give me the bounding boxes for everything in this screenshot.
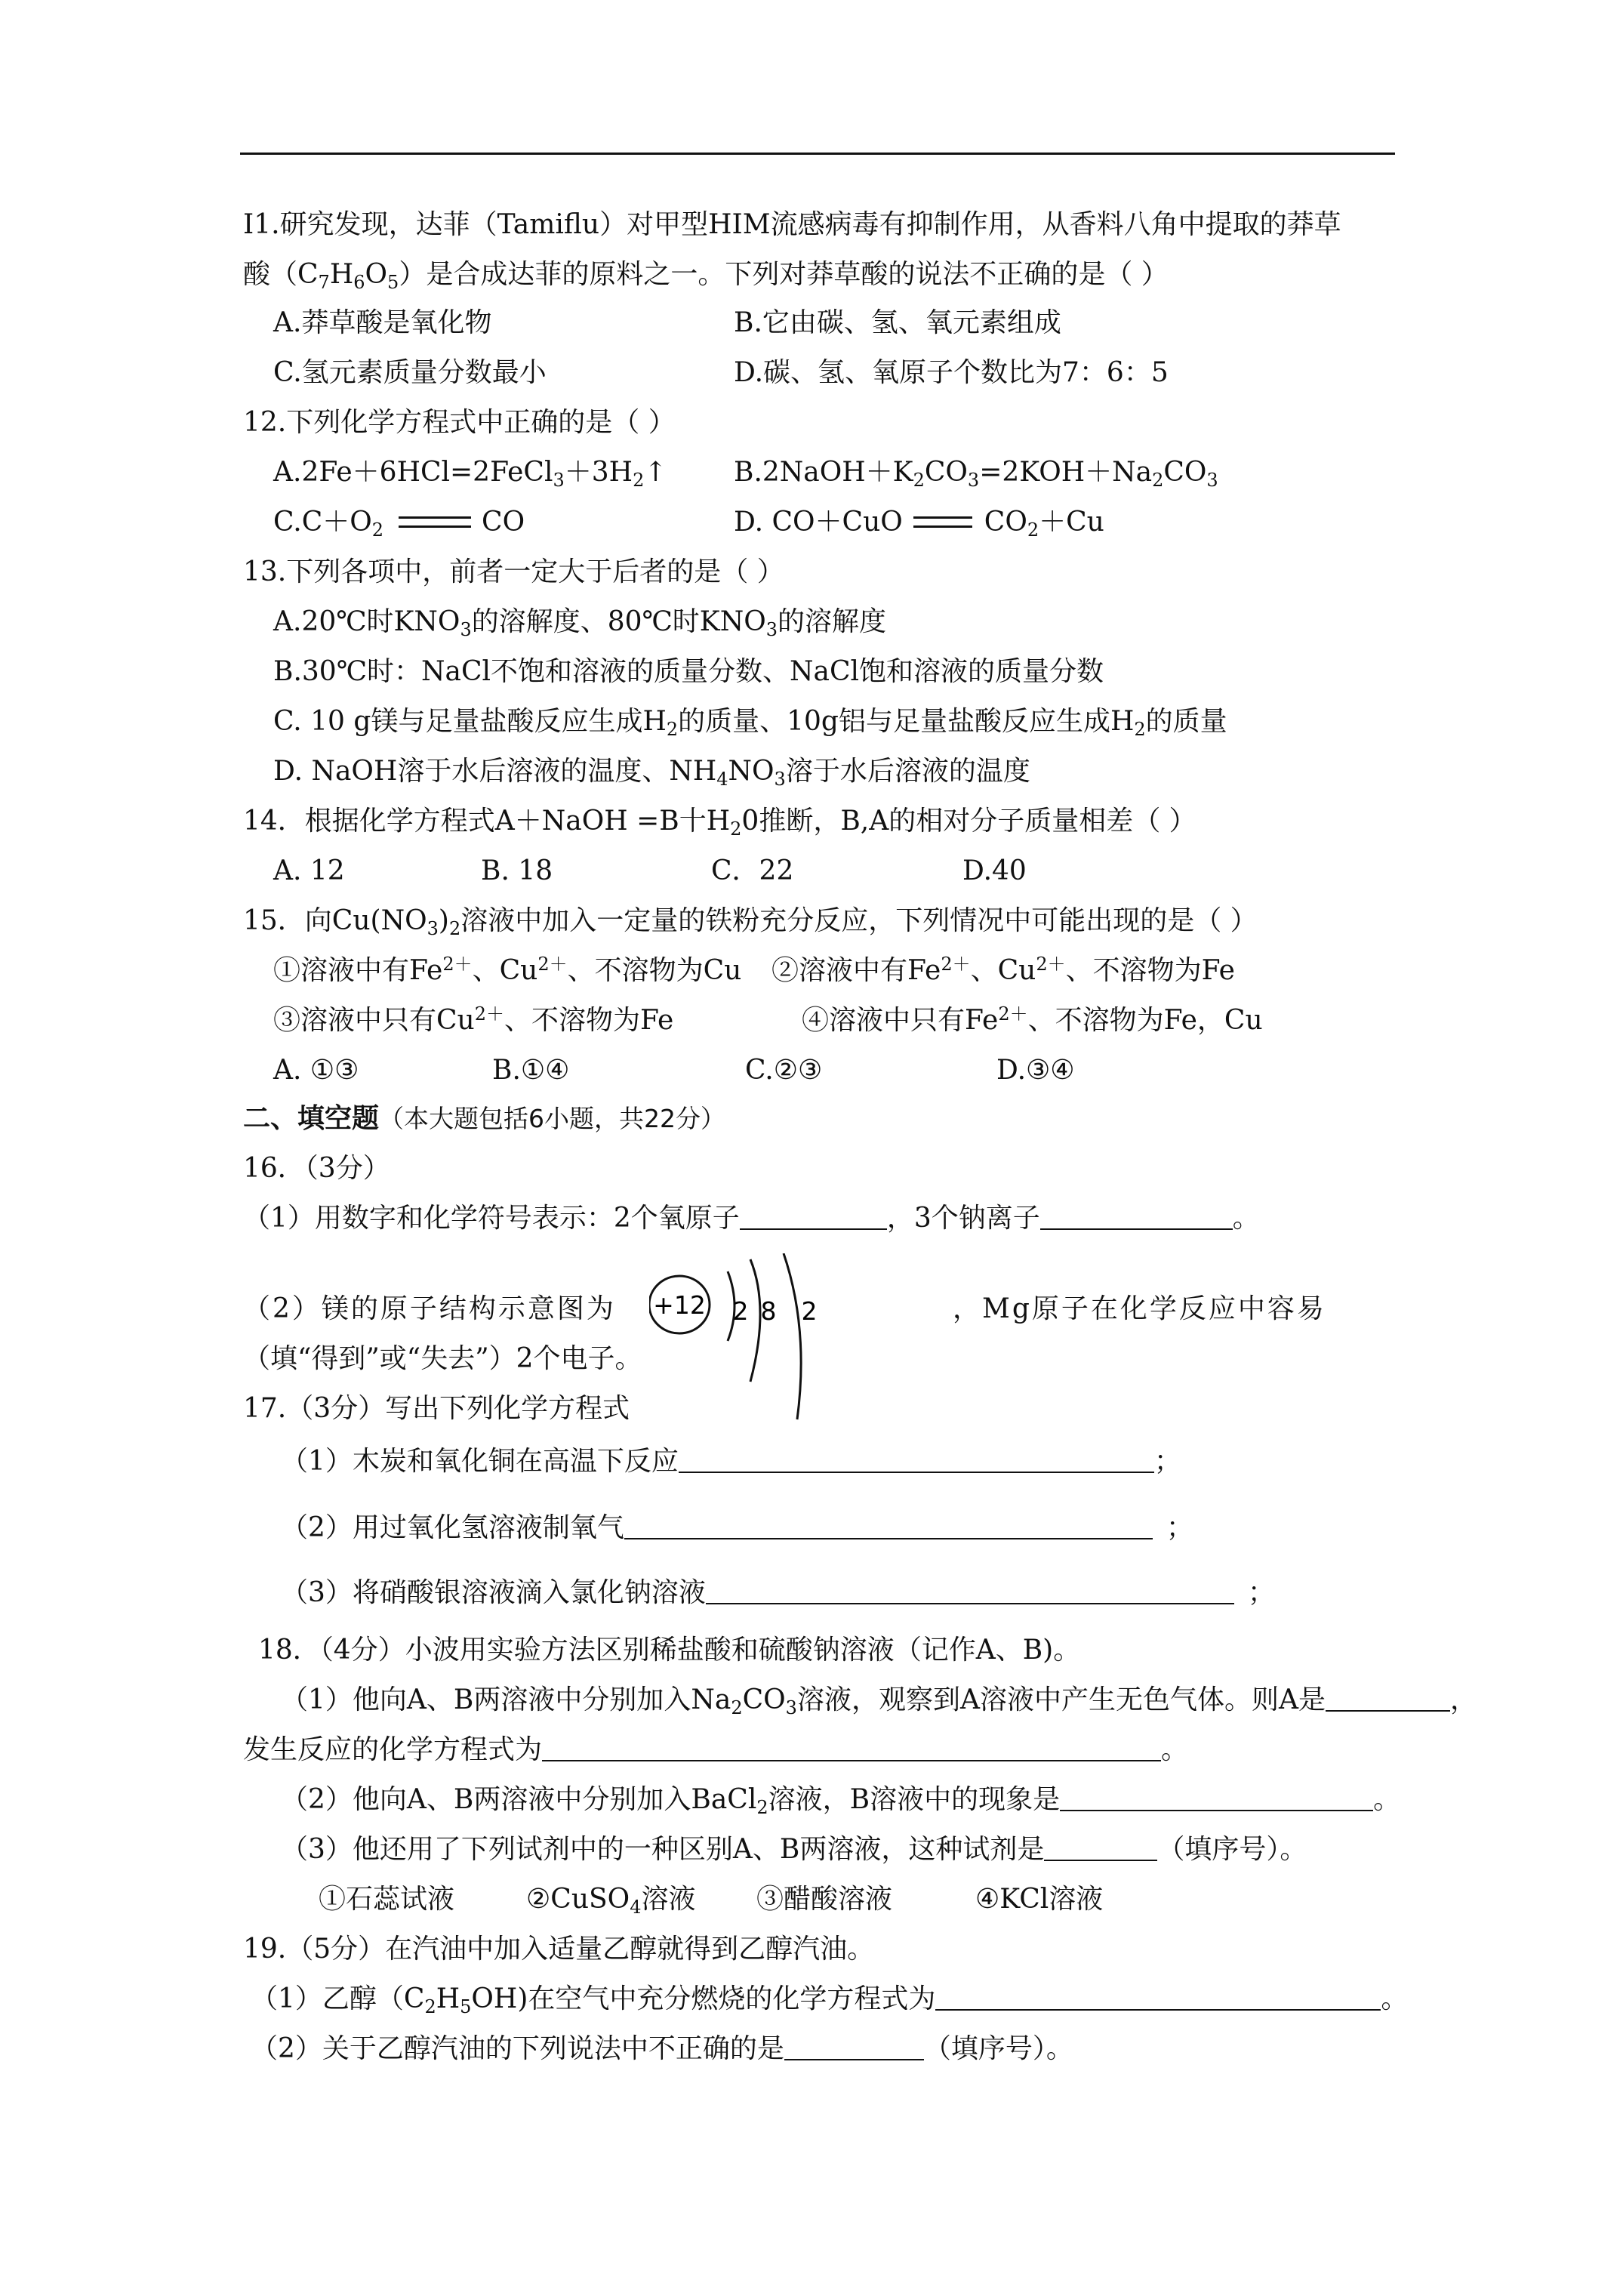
q16-part-2: （2）镁的原子结构示意图为 xyxy=(243,1293,616,1324)
q15-option-c: C.②③ xyxy=(745,1055,823,1086)
q12-option-d: D. CO＋CuO $CO_2+Cu$ xyxy=(734,507,1104,541)
answer-blank[interactable] xyxy=(706,1577,1234,1604)
q11-stem-line1: I1.研究发现，达菲（Tamiflu）对甲型HIM流感病毒有抑制作用，从香料八角中提取的莽草 xyxy=(243,209,1341,240)
q12-option-a: $A.2Fe+6HCl=2FeCl_3+3H_2↑$ xyxy=(273,457,667,491)
q15-case-1: ①溶液中有$Fe^{2+}$、$Cu^{2+}$、不溶物为Cu xyxy=(273,954,742,986)
q14-option-c: C．22 xyxy=(711,855,794,886)
q13-option-d: D. NaOH溶于水后溶液的温度、$NH_4NO_3$溶于水后溶液的温度 xyxy=(273,756,1030,790)
q16-part-2-cont: ，Mg原子在化学反应中容易 xyxy=(953,1293,1326,1324)
answer-blank[interactable] xyxy=(1060,1784,1373,1811)
q15-case-4: ④溶液中只有$Fe^{2+}$、不溶物为Fe，Cu xyxy=(802,1003,1263,1036)
q18-reagent-4: ④KCl溶液 xyxy=(975,1884,1104,1915)
q16-stem: 16．（3分） xyxy=(243,1153,390,1184)
q18-part-2: （2）他向A、B两溶液中分别加入BaCl$_2$溶液，B溶液中的现象是 。 xyxy=(281,1784,1401,1818)
q13-option-c: C. 10 g镁与足量盐酸反应生成$H_2$的质量、10g铝与足量盐酸反应生成$H_2$的质量 xyxy=(273,706,1227,740)
q17-part-2: （2）用过氧化氢溶液制氧气 ； xyxy=(281,1512,1193,1543)
q19-stem: 19.（5分）在汽油中加入适量乙醇就得到乙醇汽油。 xyxy=(243,1934,875,1965)
q16-part-1: （1）用数字和化学符号表示：2个氧原子 ，3个钠离子 。 xyxy=(243,1203,1260,1234)
q16-part-2-hint: （填“得到”或“失去”）2个电子。 xyxy=(243,1343,642,1374)
q18-stem: 18．（4分）小波用实验方法区别稀盐酸和硫酸钠溶液（记作A、B)。 xyxy=(258,1635,1081,1666)
q15-option-b: B.①④ xyxy=(492,1055,570,1086)
answer-blank[interactable] xyxy=(935,1983,1381,2011)
q14-option-d: D.40 xyxy=(962,855,1027,886)
q18-part-1: （1）他向A、B两溶液中分别加入$Na_2CO_3$溶液，观察到A溶液中产生无色气体。则A是 ， xyxy=(281,1684,1477,1718)
q13-stem: 13.下列各项中，前者一定大于后者的是（ ） xyxy=(243,556,784,587)
q11-stem-line2: 酸$(C_7H_6O_5)$是合成达菲的原料之一。下列对莽草酸的说法不正确的是（ ） xyxy=(243,259,1169,293)
answer-blank[interactable] xyxy=(740,1203,887,1230)
q18-reagent-1: ①石蕊试液 xyxy=(319,1884,455,1915)
magnesium-atom-diagram xyxy=(649,1253,830,1427)
q12-option-c: $C.C+O_2$ CO xyxy=(273,507,525,541)
reaction-equals-sign xyxy=(399,516,471,528)
electron-shell-arc xyxy=(750,1259,760,1382)
q17-stem: 17.（3分）写出下列化学方程式 xyxy=(243,1393,630,1424)
q19-part-1: （1）乙醇$(C_2H_5OH)$在空气中充分燃烧的化学方程式为 。 xyxy=(251,1983,1409,2017)
q12-stem: 12.下列化学方程式中正确的是（ ） xyxy=(243,407,676,438)
answer-blank[interactable] xyxy=(624,1512,1153,1539)
q13-option-b: B.30℃时：NaCl不饱和溶液的质量分数、NaCl饱和溶液的质量分数 xyxy=(273,656,1104,687)
answer-blank[interactable] xyxy=(679,1446,1154,1473)
q15-case-2: ②溶液中有$Fe^{2+}$、$Cu^{2+}$、不溶物为Fe xyxy=(771,954,1235,986)
q18-part-1-equation: 发生反应的化学方程式为 。 xyxy=(243,1734,1189,1765)
q11-option-b: B.它由碳、氢、氧元素组成 xyxy=(734,307,1061,338)
q18-reagent-2: ②CuSO$_4$溶液 xyxy=(526,1884,696,1918)
q11-option-d: D.碳、氢、氧原子个数比为7：6：5 xyxy=(734,357,1169,388)
reaction-equals-sign xyxy=(913,516,972,528)
answer-blank[interactable] xyxy=(1040,1203,1233,1230)
answer-blank[interactable] xyxy=(542,1734,1161,1761)
section-heading: 二、填空题（本大题包括6小题，共22分） xyxy=(243,1103,726,1134)
answer-blank[interactable] xyxy=(1326,1684,1450,1712)
answer-blank[interactable] xyxy=(784,2033,924,2060)
q18-part-3: （3）他还用了下列试剂中的一种区别A、B两溶液，这种试剂是 （填序号）。 xyxy=(281,1834,1307,1865)
header-rule xyxy=(240,153,1395,155)
q15-option-a: A. ①③ xyxy=(273,1055,359,1086)
answer-blank[interactable] xyxy=(1044,1834,1157,1861)
shell-2-electrons: 8 xyxy=(760,1296,777,1326)
q15-case-3: ③溶液中只有$Cu^{2+}$、不溶物为Fe xyxy=(273,1003,674,1036)
q17-part-1: （1）木炭和氧化铜在高温下反应 ； xyxy=(281,1446,1181,1477)
shell-3-electrons: 2 xyxy=(801,1296,818,1326)
q14-stem: 14．根据化学方程式A＋NaOH =B十$H_20$推断，B,A的相对分子质量相差（ ） xyxy=(243,806,1196,840)
q17-part-3: （3）将硝酸银溶液滴入氯化钠溶液 ； xyxy=(281,1577,1275,1608)
q13-option-a: A.20℃时$KNO_3$的溶解度、80℃时$KNO_3$的溶解度 xyxy=(273,606,887,640)
q19-part-2: （2）关于乙醇汽油的下列说法中不正确的是 （填序号）。 xyxy=(251,2033,1073,2064)
q11-option-c: C.氢元素质量分数最小 xyxy=(273,357,547,388)
q18-reagent-3: ③醋酸溶液 xyxy=(756,1884,893,1915)
q14-option-a: A. 12 xyxy=(273,855,345,886)
shell-1-electrons: 2 xyxy=(732,1296,749,1326)
nucleus-charge: +12 xyxy=(653,1290,706,1320)
q14-option-b: B. 18 xyxy=(481,855,553,886)
q15-stem: 15．向$Cu(NO_3)_2$溶液中加入一定量的铁粉充分反应，下列情况中可能出现的是（ ） xyxy=(243,905,1258,939)
electron-shell-arc xyxy=(784,1253,801,1419)
q15-option-d: D.③④ xyxy=(996,1055,1075,1086)
q11-option-a: A.莽草酸是氧化物 xyxy=(273,307,492,338)
q12-option-b: $B.2NaOH+K_2CO_3=2KOH+Na_2CO_3$ xyxy=(734,457,1218,491)
